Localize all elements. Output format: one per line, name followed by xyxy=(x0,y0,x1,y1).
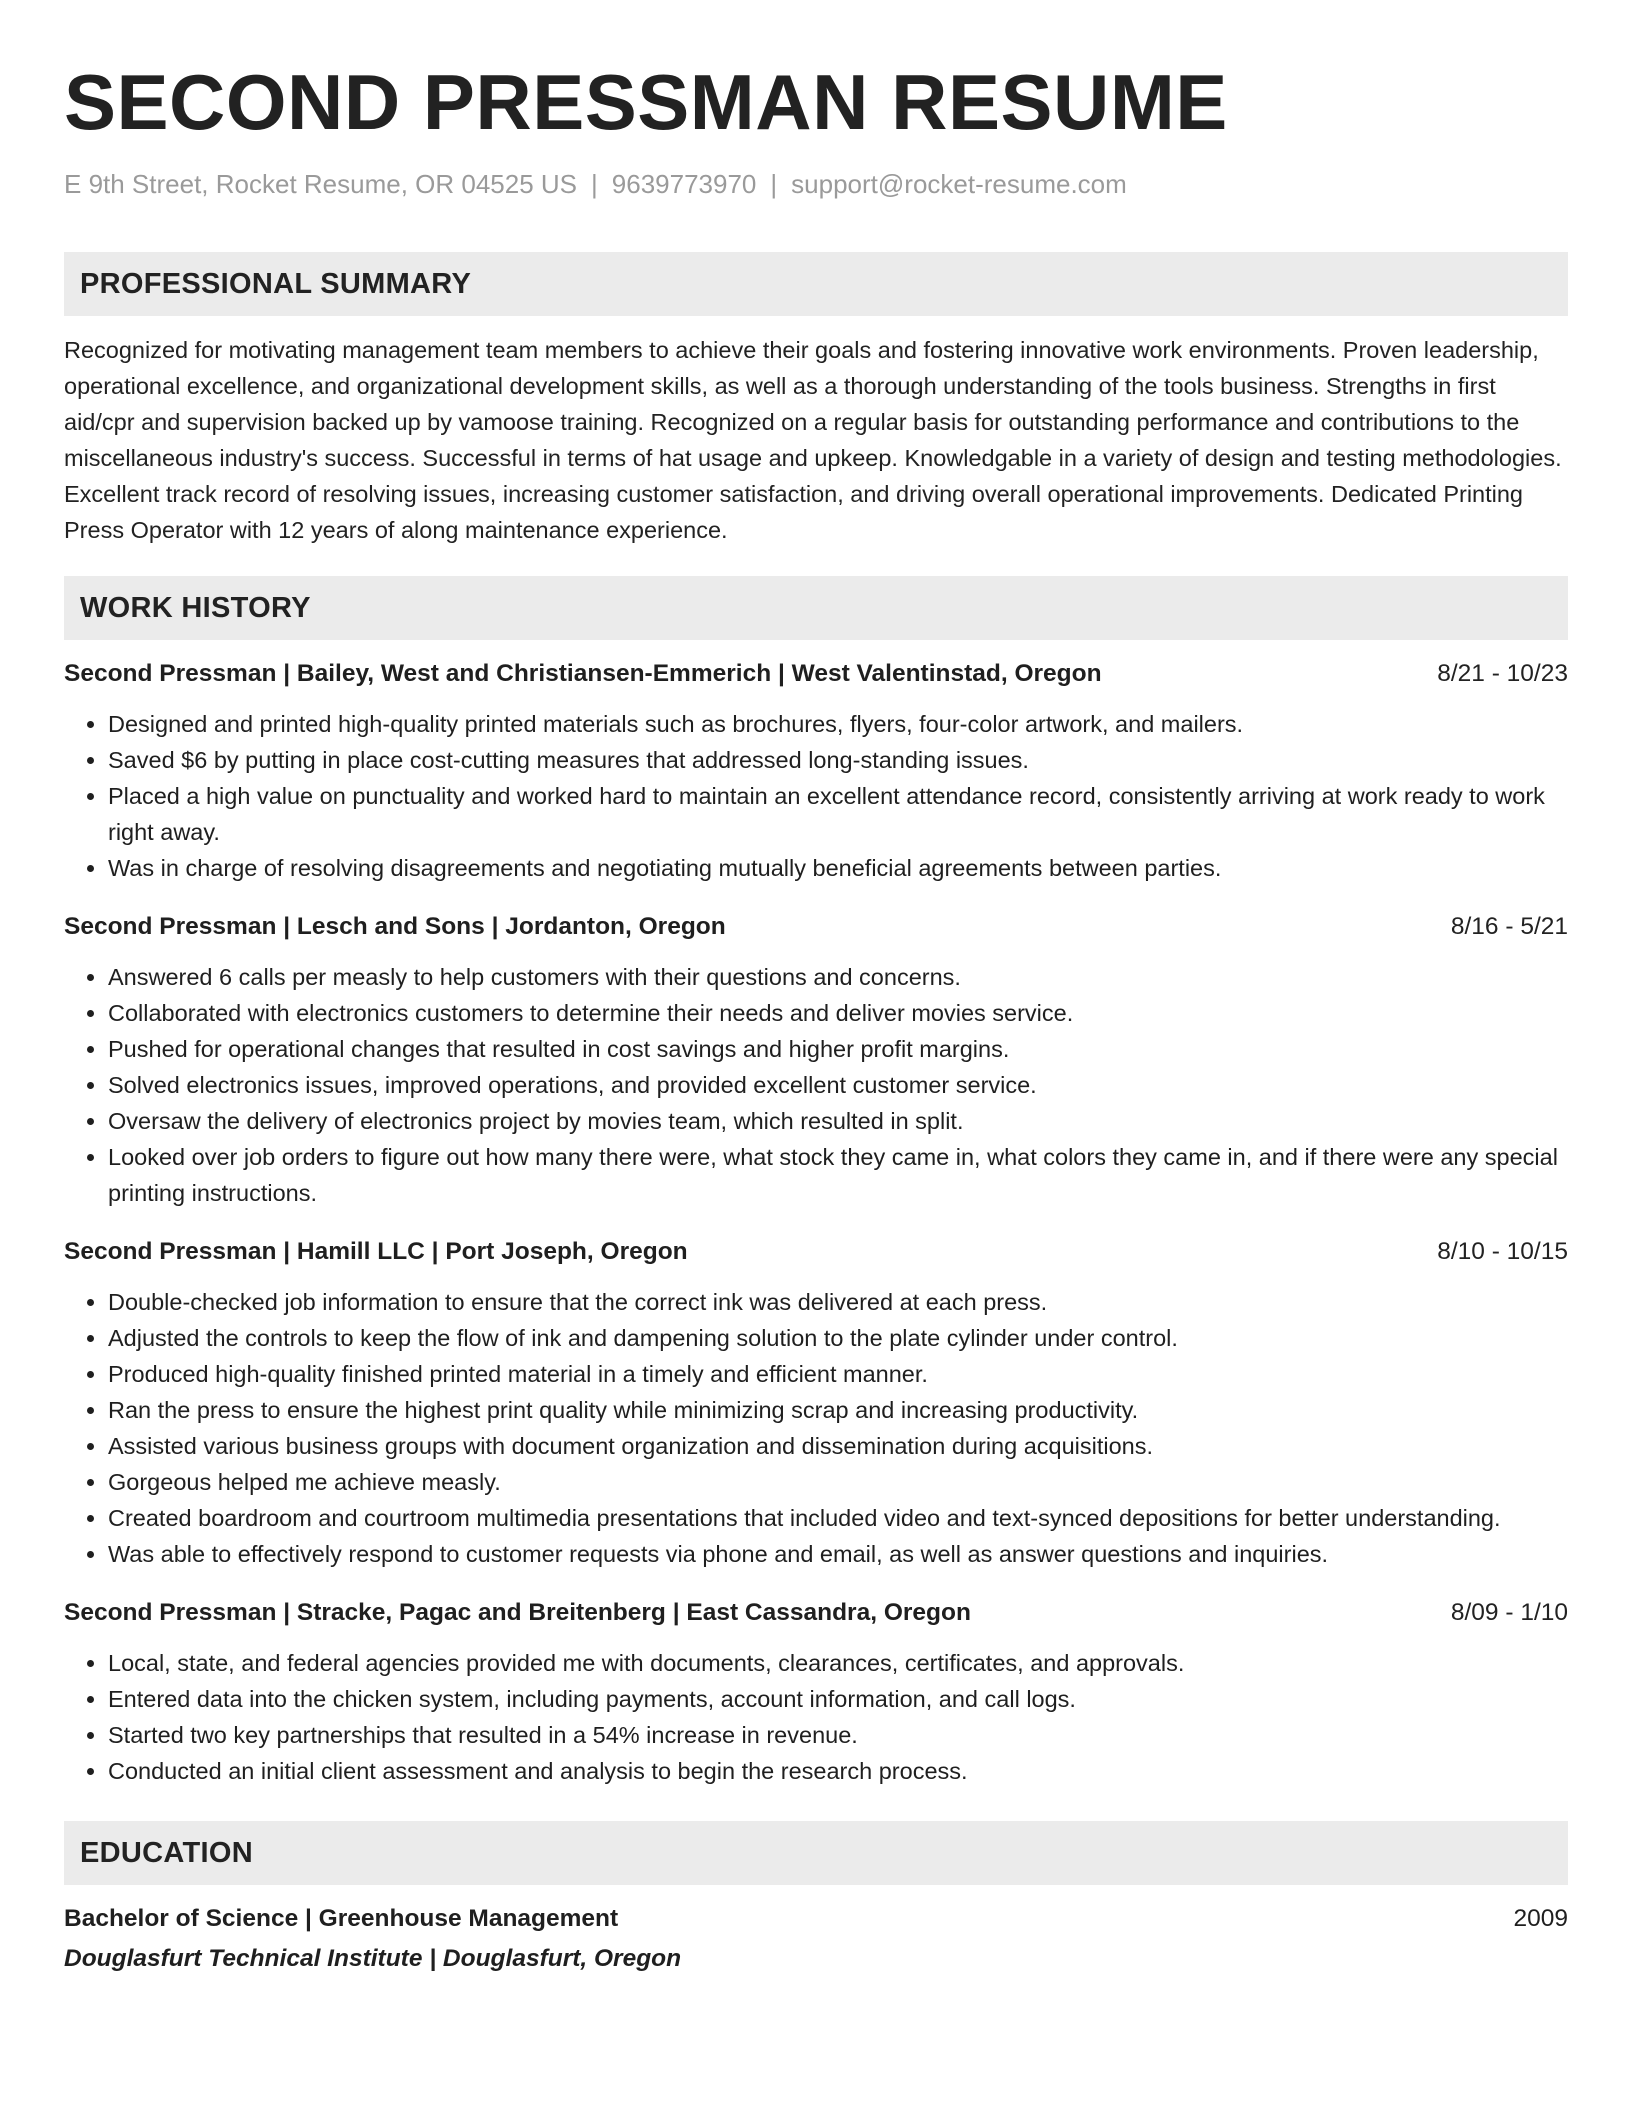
job-bullets xyxy=(64,1645,1568,1789)
job-title: Second Pressman | Lesch and Sons | Jordanton, Oregon xyxy=(64,913,726,940)
job-bullet: • Gorgeous helped me achieve measly. xyxy=(108,1464,1568,1500)
job-title: Second Pressman | Bailey, West and Christiansen-Emmerich | West Valentinstad, Oregon xyxy=(64,660,1102,687)
job-title: Second Pressman | Stracke, Pagac and Breitenberg | East Cassandra, Oregon xyxy=(64,1599,971,1626)
job-dates: 8/09 - 1/10 xyxy=(1450,1599,1568,1626)
contact-separator: | xyxy=(770,169,778,199)
job-entry xyxy=(64,909,1568,1211)
job-bullets xyxy=(64,1284,1568,1572)
job-entry xyxy=(64,656,1568,886)
contact-email: support@rocket-resume.com xyxy=(791,169,1127,199)
education-school: Douglasfurt Technical Institute | Douglasfurt, Oregon xyxy=(64,1945,682,1972)
summary-text: Recognized for motivating management team members to achieve their goals and fostering innovative work environments. Proven leadership, operational excellence, and organizational development skills, as well as a thorough understanding of the tools business. Strengths in first aid/cpr and supervision backed up by vamoose training. Recognized on a regular basis for outstanding performance and contributions to the miscellaneous industry's success. Successful in terms of hat usage and upkeep. Knowledgable in a variety of design and testing methodologies. Excellent track record of resolving issues, increasing customer satisfaction, and driving overall operational improvements. Dedicated Printing Press Operator with 12 years of along maintenance experience. xyxy=(64,337,1562,543)
education-header xyxy=(64,1901,1568,1937)
job-bullet: • Adjusted the controls to keep the flow of ink and dampening solution to the plate cylinder under control. xyxy=(108,1320,1568,1356)
job-bullet: • Saved $6 by putting in place cost-cutting measures that addressed long-standing issues. xyxy=(108,742,1568,778)
job-bullet: • Local, state, and federal agencies provided me with documents, clearances, certificates, and approvals. xyxy=(108,1645,1568,1681)
contact-separator: | xyxy=(591,169,598,199)
education-degree: Bachelor of Science | Greenhouse Management xyxy=(64,1905,619,1932)
job-bullet: • Was in charge of resolving disagreements and negotiating mutually beneficial agreements between parties. xyxy=(108,850,1568,886)
job-bullet: • Conducted an initial client assessment and analysis to begin the research process. xyxy=(108,1753,1568,1789)
job-bullets xyxy=(64,959,1568,1211)
contact-phone: 9639773970 xyxy=(611,169,757,199)
job-bullet: • Designed and printed high-quality printed materials such as brochures, flyers, four-color artwork, and mailers. xyxy=(108,706,1568,742)
section-header-work-history: WORK HISTORY xyxy=(64,576,1568,640)
job-bullet: • Pushed for operational changes that resulted in cost savings and higher profit margins. xyxy=(108,1031,1568,1067)
section-header-education: EDUCATION xyxy=(64,1821,1568,1885)
job-header xyxy=(64,909,1568,945)
job-bullet: • Looked over job orders to figure out how many there were, what stock they came in, what colors they came in, and if there were any special printing instructions. xyxy=(108,1139,1568,1211)
job-bullet: • Placed a high value on punctuality and worked hard to maintain an excellent attendance record, consistently arriving at work ready to work right away. xyxy=(108,778,1568,850)
job-dates: 8/16 - 5/21 xyxy=(1450,913,1568,940)
contact-address: E 9th Street, Rocket Resume, OR 04525 US xyxy=(64,169,578,199)
job-bullet: • Ran the press to ensure the highest print quality while minimizing scrap and increasing productivity. xyxy=(108,1392,1568,1428)
job-bullet: • Assisted various business groups with document organization and dissemination during acquisitions. xyxy=(108,1428,1568,1464)
contact-line xyxy=(64,168,1568,200)
education-entry xyxy=(64,1901,1568,1977)
job-header xyxy=(64,656,1568,692)
job-bullet: • Created boardroom and courtroom multimedia presentations that included video and text-synced depositions for better understanding. xyxy=(108,1500,1568,1536)
job-bullet: • Double-checked job information to ensure that the correct ink was delivered at each press. xyxy=(108,1284,1568,1320)
resume-title: SECOND PRESSMAN RESUME xyxy=(64,58,1228,146)
job-bullet: • Collaborated with electronics customers to determine their needs and deliver movies service. xyxy=(108,995,1568,1031)
job-title: Second Pressman | Hamill LLC | Port Joseph, Oregon xyxy=(64,1238,688,1265)
job-header xyxy=(64,1595,1568,1631)
job-dates: 8/10 - 10/15 xyxy=(1437,1238,1568,1265)
section-header-summary: PROFESSIONAL SUMMARY xyxy=(64,252,1568,316)
education-year: 2009 xyxy=(1513,1905,1568,1932)
job-entry xyxy=(64,1234,1568,1572)
job-dates: 8/21 - 10/23 xyxy=(1437,660,1568,687)
job-bullet: • Solved electronics issues, improved operations, and provided excellent customer service. xyxy=(108,1067,1568,1103)
job-header xyxy=(64,1234,1568,1270)
job-bullet: • Answered 6 calls per measly to help customers with their questions and concerns. xyxy=(108,959,1568,995)
job-bullet: • Produced high-quality finished printed material in a timely and efficient manner. xyxy=(108,1356,1568,1392)
job-bullet: • Oversaw the delivery of electronics project by movies team, which resulted in split. xyxy=(108,1103,1568,1139)
job-bullet: • Started two key partnerships that resulted in a 54% increase in revenue. xyxy=(108,1717,1568,1753)
job-bullets xyxy=(64,706,1568,886)
job-entry xyxy=(64,1595,1568,1789)
job-bullet: • Was able to effectively respond to customer requests via phone and email, as well as answer questions and inquiries. xyxy=(108,1536,1568,1572)
job-bullet: • Entered data into the chicken system, including payments, account information, and call logs. xyxy=(108,1681,1568,1717)
